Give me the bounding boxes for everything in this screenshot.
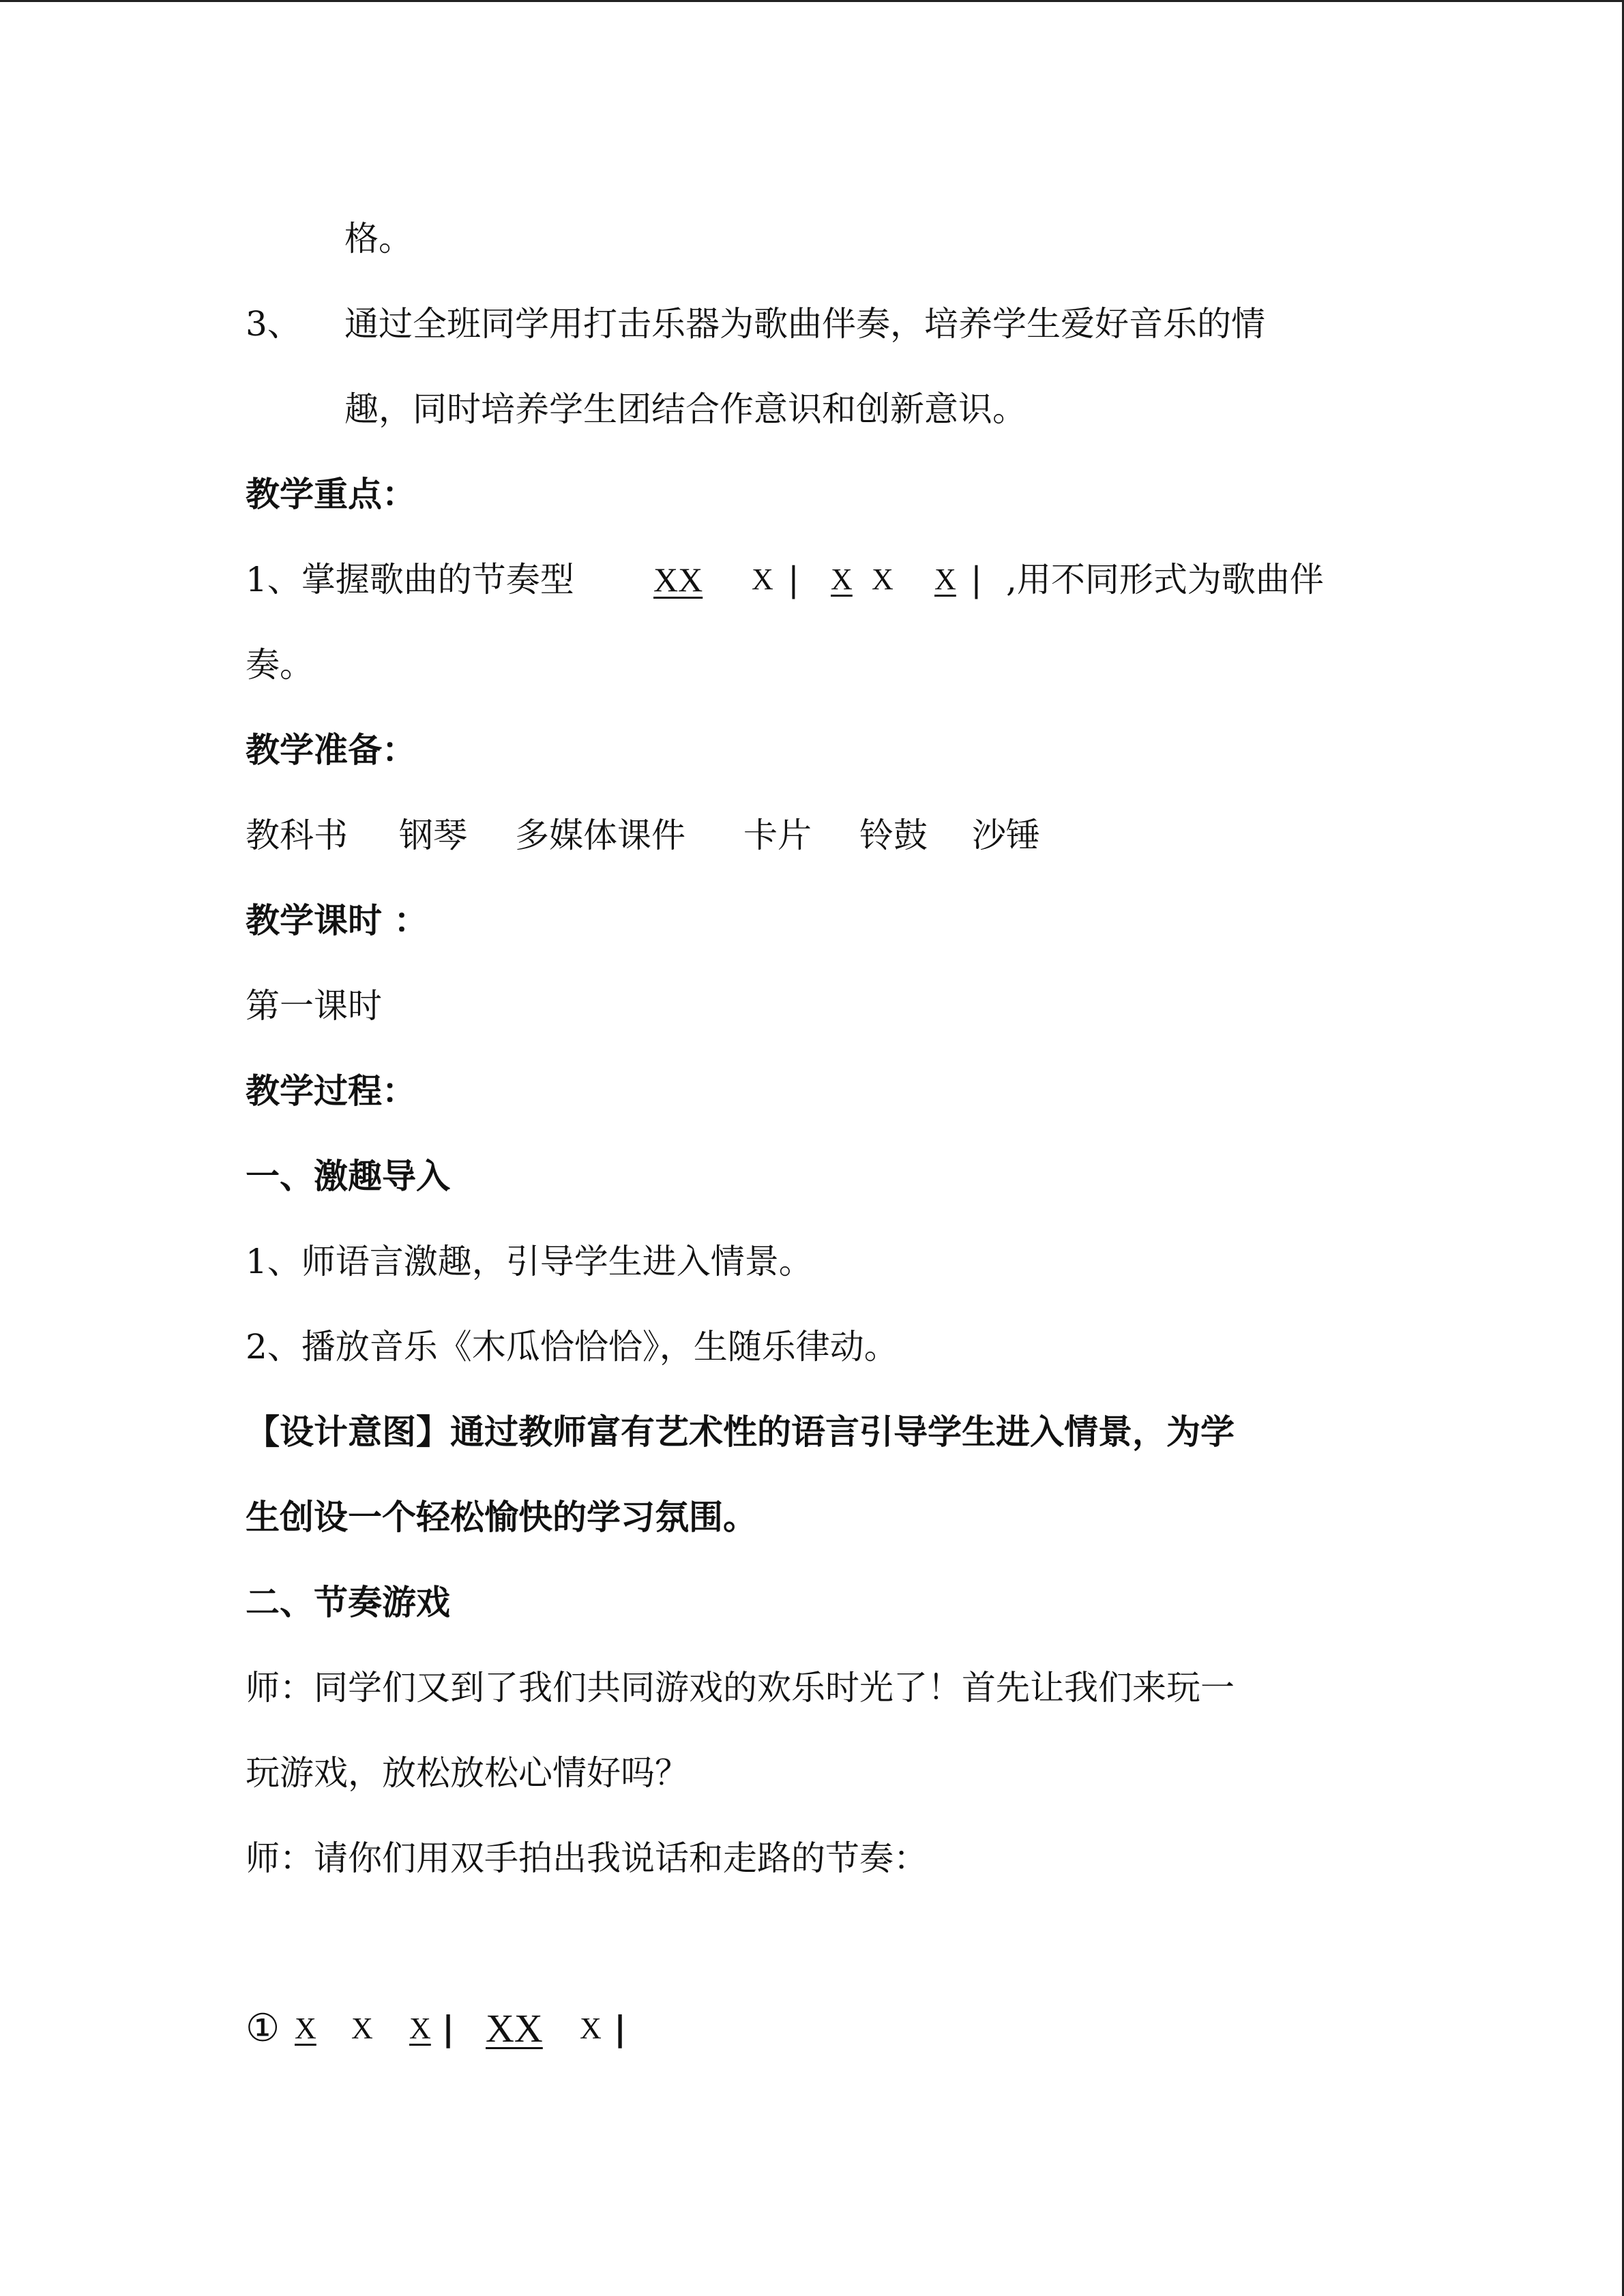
section-2-title: 二、节奏游戏 <box>246 1582 450 1622</box>
prep-item: 多媒体课件 <box>515 816 685 855</box>
barline: | <box>788 560 799 599</box>
section-1-step-1: 1、师语言激趣，引导学生进入情景。 <box>246 1242 813 1281</box>
rhythm-xx: XX <box>486 2006 543 2051</box>
prep-item: 卡片 <box>743 816 812 855</box>
rhythm-x-underlined: X <box>831 563 853 596</box>
heading-teaching-process: 教学过程： <box>246 1071 416 1111</box>
objective-3-line1: 通过全班同学用打击乐器为歌曲伴奏，培养学生爱好音乐的情 <box>344 304 1265 344</box>
rhythm-x: X <box>752 563 773 596</box>
rhythm-x: X <box>580 2012 602 2045</box>
teacher-line-2: 师：请你们用双手拍出我说话和走路的节奏： <box>246 1838 928 1878</box>
rhythm-pattern-1 <box>246 2005 1064 2059</box>
prep-item: 铃鼓 <box>859 816 928 855</box>
prep-item: 沙锤 <box>972 816 1040 855</box>
prep-item: 教科书 <box>246 816 348 855</box>
section-1-step-2: 2、播放音乐《木瓜恰恰恰》，生随乐律动。 <box>246 1327 898 1367</box>
focus-item-1-suffix: ,用不同形式为歌曲伴 <box>1006 560 1324 599</box>
rhythm-x: X <box>351 2012 373 2045</box>
design-intent-line2: 生创设一个轻松愉快的学习氛围。 <box>246 1497 757 1537</box>
top-border <box>0 0 1624 2</box>
objective-3-line2: 趣，同时培养学生团结合作意识和创新意识。 <box>344 389 1027 429</box>
rhythm-x-underlined: X <box>934 563 956 596</box>
heading-teaching-focus: 教学重点： <box>246 474 416 514</box>
prep-item: 钢琴 <box>399 816 467 855</box>
section-1-title: 一、激趣导入 <box>246 1156 450 1196</box>
list-number-3: 3、 <box>246 304 301 344</box>
focus-item-1-cont: 奏。 <box>246 645 314 685</box>
teacher-line-1a: 师：同学们又到了我们共同游戏的欢乐时光了！首先让我们来玩一 <box>246 1668 1235 1708</box>
barline: | <box>614 2008 627 2048</box>
heading-preparation: 教学准备： <box>246 730 416 770</box>
focus-item-1-prefix: 1、掌握歌曲的节奏型 <box>246 560 574 599</box>
rhythm-xx: XX <box>653 561 703 599</box>
barline: | <box>971 560 982 599</box>
line-ge: 格。 <box>344 219 413 258</box>
teacher-line-1b: 玩游戏，放松放松心情好吗？ <box>246 1753 689 1793</box>
preparation-list <box>246 811 1405 859</box>
focus-item-1 <box>246 556 1405 603</box>
rhythm-x-underlined: X <box>295 2012 316 2045</box>
circled-number-1: ① <box>246 2006 280 2051</box>
heading-class-hours: 教学课时 ： <box>246 900 428 940</box>
class-hours-value: 第一课时 <box>246 986 382 1026</box>
rhythm-x: X <box>872 563 894 596</box>
design-intent-line1: 【设计意图】通过教师富有艺术性的语言引导学生进入情景，为学 <box>246 1412 1235 1452</box>
barline: | <box>442 2008 455 2048</box>
rhythm-x-underlined: X <box>409 2012 431 2045</box>
